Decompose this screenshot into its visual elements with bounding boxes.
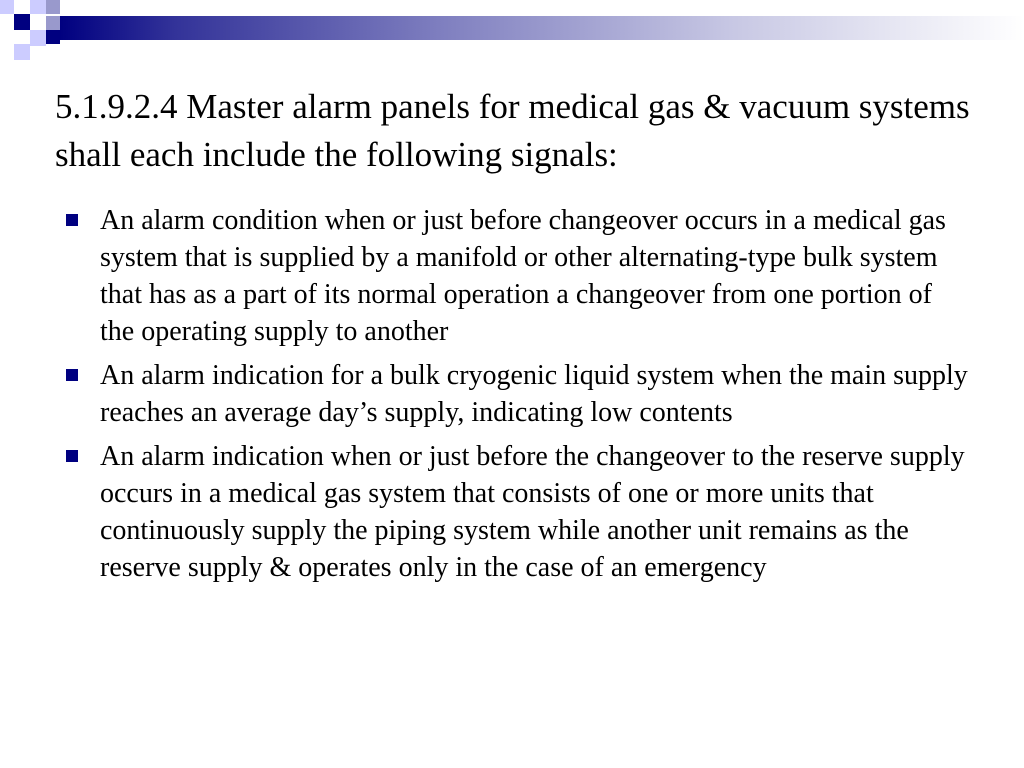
deco-square <box>14 44 30 60</box>
list-item <box>60 357 970 431</box>
square-bullet-icon <box>66 369 78 381</box>
deco-square <box>46 0 60 14</box>
bullet-text: An alarm condition when or just before changeover occurs in a medical gas system that is supplied by a manifold or other alternating-type bulk system that has as a part of its normal operation a changeover from one portion of the operating supply to another <box>100 205 946 347</box>
deco-square <box>46 30 60 44</box>
square-bullet-icon <box>66 450 78 462</box>
deco-square <box>46 16 60 30</box>
list-item <box>60 438 970 586</box>
deco-square <box>30 0 46 14</box>
bullet-text: An alarm indication when or just before the changeover to the reserve supply occurs in a medical gas system that consists of one or more units that continuously supply the piping system while another unit remains as the reserve supply & operates only in the case of an emergency <box>100 441 965 583</box>
header-decoration <box>0 0 1024 60</box>
bullet-list <box>60 202 970 593</box>
bullet-text: An alarm indication for a bulk cryogenic liquid system when the main supply reaches an average day’s supply, indicating low contents <box>100 360 968 428</box>
list-item <box>60 202 970 350</box>
deco-square <box>30 30 46 46</box>
header-gradient-bar <box>60 16 1024 40</box>
deco-square <box>0 0 14 14</box>
deco-square <box>14 14 30 30</box>
slide-title: 5.1.9.2.4 Master alarm panels for medical gas & vacuum systems shall each include the following signals: <box>55 87 970 174</box>
square-bullet-icon <box>66 214 78 226</box>
